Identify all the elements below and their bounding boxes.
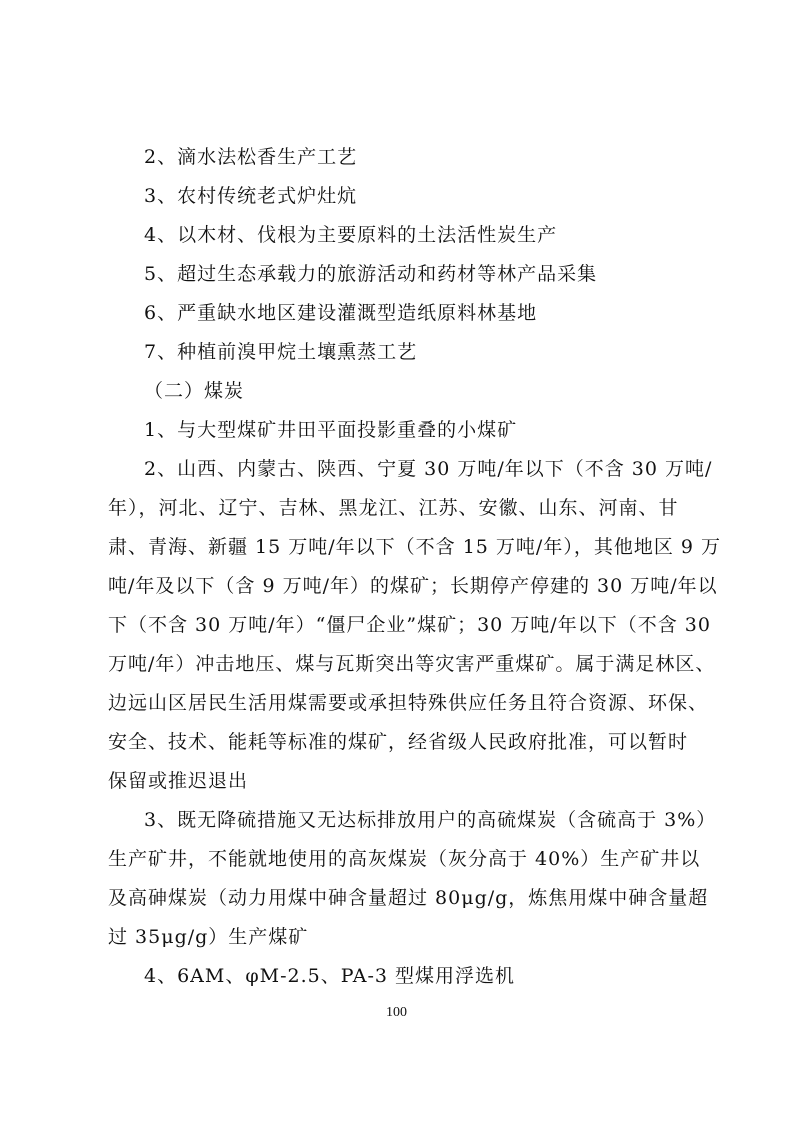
list-item: 2、滴水法松香生产工艺 xyxy=(144,146,358,168)
list-item: 7、种植前溴甲烷土壤熏蒸工艺 xyxy=(144,341,418,363)
section-heading: （二）煤炭 xyxy=(144,380,245,402)
list-item: 3、农村传统老式炉灶炕 xyxy=(144,185,358,207)
paragraph-line: 生产矿井，不能就地使用的高灰煤炭（灰分高于 40%）生产矿井以 xyxy=(108,848,701,870)
paragraph-line: 及高砷煤炭（动力用煤中砷含量超过 80μg/g，炼焦用煤中砷含量超 xyxy=(108,887,709,909)
list-item: 6、严重缺水地区建设灌溉型造纸原料林基地 xyxy=(144,302,538,324)
paragraph-line: 万吨/年）冲击地压、煤与瓦斯突出等灾害严重煤矿。属于满足林区、 xyxy=(108,653,716,675)
page-number: 100 xyxy=(386,1005,407,1020)
list-item: 4、以木材、伐根为主要原料的土法活性炭生产 xyxy=(144,224,558,246)
paragraph-line: 过 35μg/g）生产煤矿 xyxy=(108,926,309,948)
paragraph-line: 2、山西、内蒙古、陕西、宁夏 30 万吨/年以下（不含 30 万吨/ xyxy=(144,458,713,480)
paragraph-line: 吨/年及以下（含 9 万吨/年）的煤矿；长期停产停建的 30 万吨/年以 xyxy=(108,575,718,597)
paragraph-line: 保留或推迟退出 xyxy=(108,770,249,792)
paragraph-line: 安全、技术、能耗等标准的煤矿，经省级人民政府批准，可以暂时 xyxy=(108,731,689,753)
paragraph-line: 年），河北、辽宁、吉林、黑龙江、江苏、安徽、山东、河南、甘 xyxy=(108,497,679,519)
body-text xyxy=(108,138,721,996)
paragraph-line: 肃、青海、新疆 15 万吨/年以下（不含 15 万吨/年），其他地区 9 万 xyxy=(108,536,721,558)
list-item: 5、超过生态承载力的旅游活动和药材等林产品采集 xyxy=(144,263,598,285)
paragraph-line: 3、既无降硫措施又无达标排放用户的高硫煤炭（含硫高于 3%） xyxy=(144,809,717,831)
paragraph-line: 边远山区居民生活用煤需要或承担特殊供应任务且符合资源、环保、 xyxy=(108,692,709,714)
paragraph-line: 下（不含 30 万吨/年）“僵尸企业”煤矿；30 万吨/年以下（不含 30 xyxy=(108,614,711,636)
list-item: 1、与大型煤矿井田平面投影重叠的小煤矿 xyxy=(144,419,518,441)
list-item: 4、6AM、φM-2.5、PA-3 型煤用浮选机 xyxy=(144,965,516,987)
